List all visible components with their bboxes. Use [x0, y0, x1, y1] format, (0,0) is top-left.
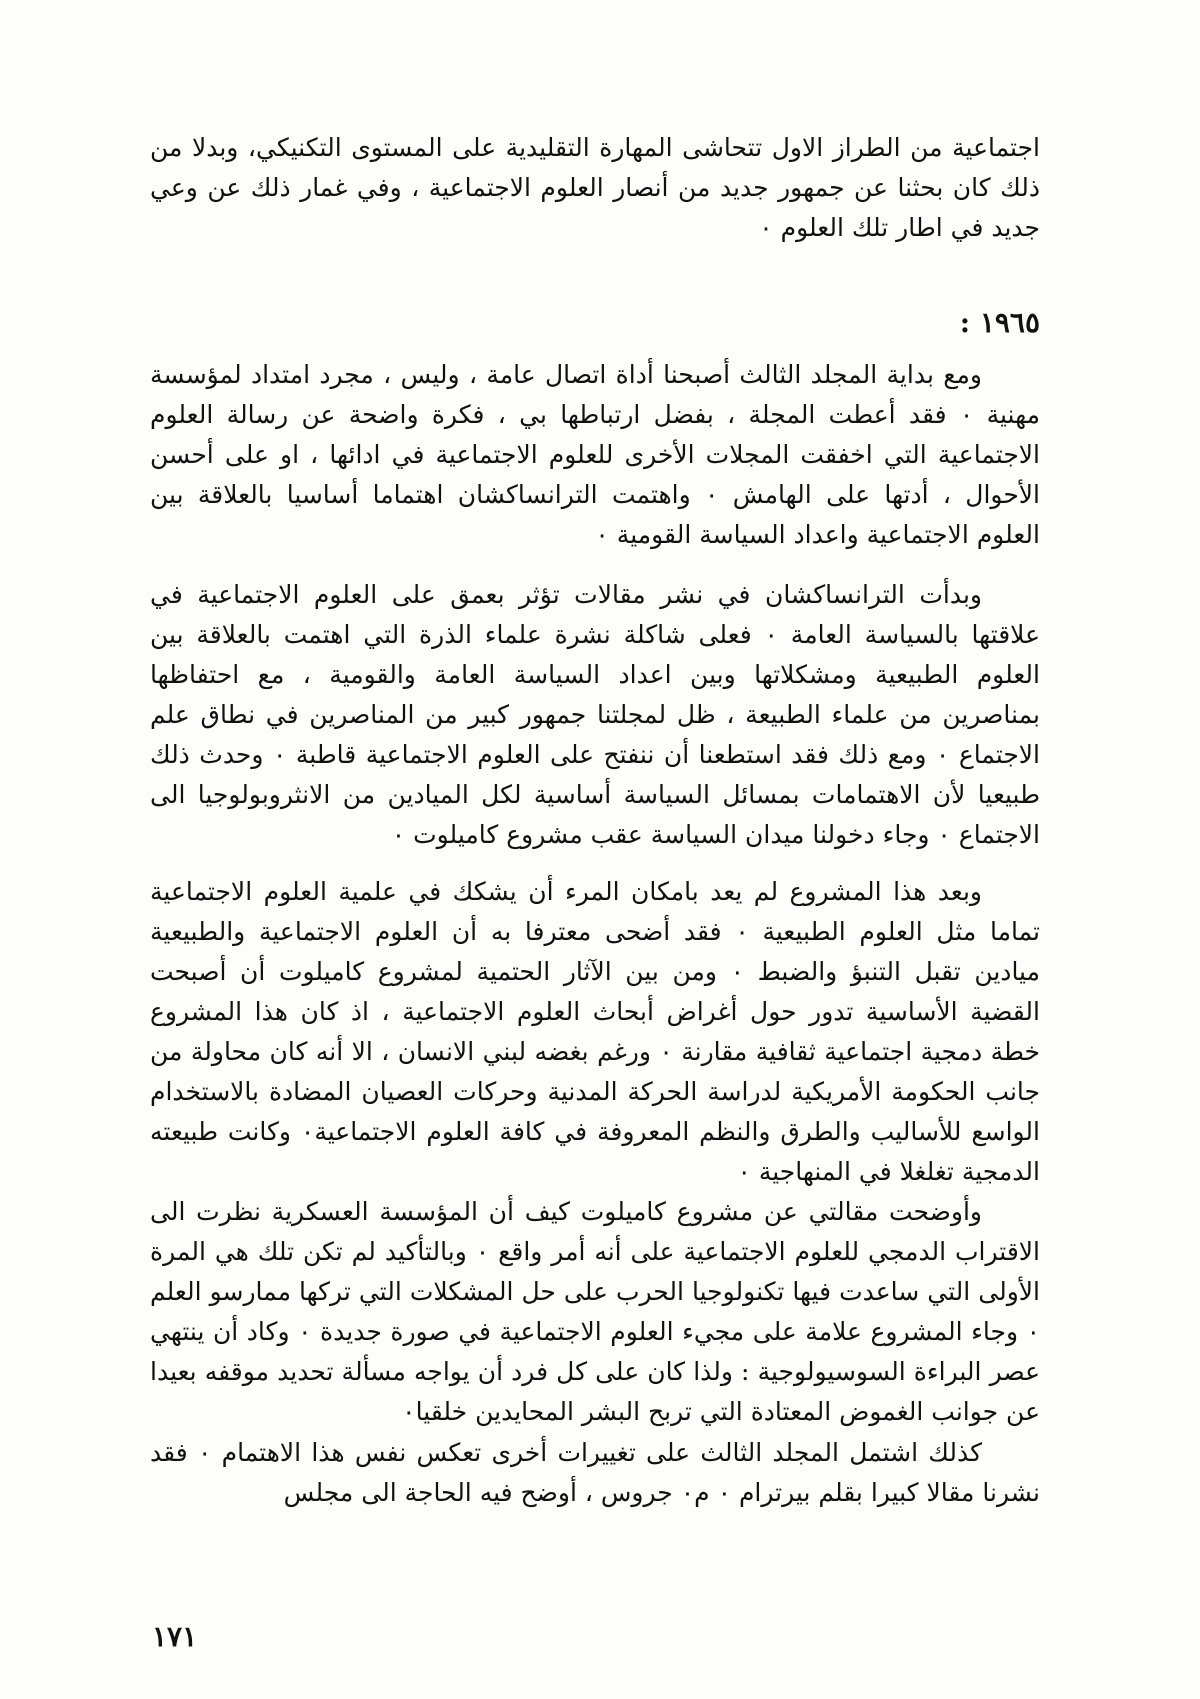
paragraph-text: كذلك اشتمل المجلد الثالث على تغييرات أخرى تعكس نفس هذا الاهتمام ٠ فقد نشرنا مقالا كبيرا بقلم بيرترام ٠ م٠ جروس ، أوضح فيه الحاجة الى مجلس	[150, 1438, 1040, 1507]
paragraph-text: وبعد هذا المشروع لم يعد بامكان المرء أن يشكك في علمية العلوم الاجتماعية تماما مثل العلوم الطبيعية ٠ فقد أضحى معترفا به أن العلوم الاجتماعية والطبيعية ميادين تقبل التنبؤ والضبط ٠ ومن بين الآثار الحتمية لمشروع كاميلوت أن أصبحت القضية الأساسية تدور حول أغراض أبحاث العلوم الاجتماعية ، اذ كان هذا المشروع خطة دمجية اجتماعية ثقافية مقارنة ٠ ورغم بغضه لبني الانسان ، الا أنه كان محاولة من جانب الحكومة الأمريكية لدراسة الحركة المدنية وحركات العصيان المضادة بالاستخدام الواسع للأساليب والطرق والنظم المعروفة في كافة العلوم الاجتماعية٠ وكانت طبيعته الدمجية تغلغلا في المنهاجية ٠	[150, 877, 1041, 1186]
page-number: ١٧١	[152, 1620, 198, 1653]
section-heading-year: ١٩٦٥ :	[959, 306, 1040, 339]
paragraph-text: وأوضحت مقالتي عن مشروع كاميلوت كيف أن المؤسسة العسكرية نظرت الى الاقتراب الدمجي للعلوم الاجتماعية على أنه أمر واقع ٠ وبالتأكيد لم تكن تلك هي المرة الأولى التي ساعدت فيها تكنولوجيا الحرب على حل المشكلات التي تركها ممارسو العلم ٠ وجاء المشروع علامة على مجيء العلوم الاجتماعية في صورة جديدة ٠ وكاد أن ينتهي عصر البراءة السوسيولوجية : ولذا كان على كل فرد أن يواجه مسألة تحديد موقفه بعيدا عن جوانب الغموض المعتادة التي تربح البشر المحايدين خلقيا٠	[150, 1197, 1041, 1426]
paragraph-text: ومع بداية المجلد الثالث أصبحنا أداة اتصال عامة ، وليس ، مجرد امتداد لمؤسسة مهنية ٠ فقد أعطت المجلة ، بفضل ارتباطها بي ، فكرة واضحة عن رسالة العلوم الاجتماعية التي اخفقت المجلات الأخرى للعلوم الاجتماعية في ادائها ، او على أحسن الأحوال ، أدتها على الهامش ٠ واهتمت الترانساكشان اهتماما أساسيا بالعلاقة بين العلوم الاجتماعية واعداد السياسة القومية ٠	[150, 360, 1040, 549]
body-paragraph-5	[150, 1433, 1040, 1513]
body-paragraph-3	[150, 872, 1040, 1192]
body-paragraph-4	[150, 1192, 1040, 1432]
paragraph-text: اجتماعية من الطراز الاول تتحاشى المهارة التقليدية على المستوى التكنيكي، وبدلا من ذلك كان بحثنا عن جمهور جديد من أنصار العلوم الاجتماعية ، وفي غمار ذلك عن وعي جديد في اطار تلك العلوم ٠	[150, 133, 1040, 242]
intro-paragraph	[150, 128, 1040, 248]
body-paragraph-1	[150, 355, 1040, 555]
body-paragraph-2	[150, 575, 1040, 855]
paragraph-text: وبدأت الترانساكشان في نشر مقالات تؤثر بعمق على العلوم الاجتماعية في علاقتها بالسياسة العامة ٠ فعلى شاكلة نشرة علماء الذرة التي اهتمت بالعلاقة بين العلوم الطبيعية ومشكلاتها وبين اعداد السياسة العامة والقومية ، مع احتفاظها بمناصرين من علماء الطبيعة ، ظل لمجلتنا جمهور كبير من المناصرين في نطاق علم الاجتماع ٠ ومع ذلك فقد استطعنا أن ننفتح على العلوم الاجتماعية قاطبة ٠ وحدث ذلك طبيعيا لأن الاهتمامات بمسائل السياسة أساسية لكل الميادين من الانثروبولوجيا الى الاجتماع ٠ وجاء دخولنا ميدان السياسة عقب مشروع كاميلوت ٠	[150, 580, 1041, 849]
